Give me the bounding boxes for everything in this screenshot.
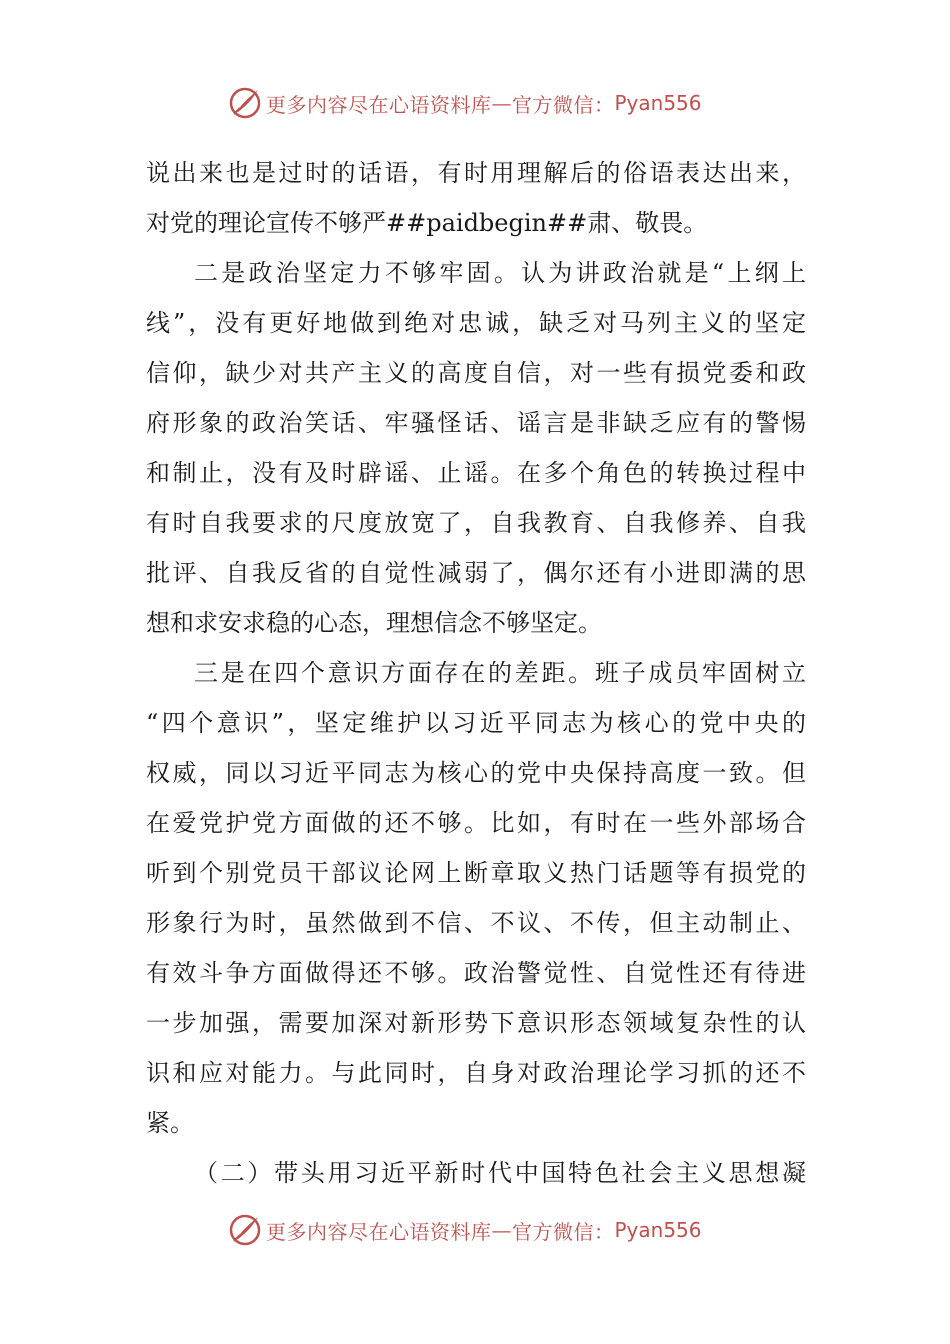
brand-text: 更多内容尽在心语资料库 bbox=[266, 1219, 492, 1244]
wechat-id: Pyan556 bbox=[614, 91, 702, 115]
wechat-label: 官方微信： bbox=[512, 92, 615, 117]
text-line: 对党的理论宣传不够严##paidbegin##肃、敬畏。 bbox=[146, 209, 708, 237]
text-line: 批评、自我反省的自觉性减弱了，偶尔还有小进即满的思 bbox=[146, 559, 806, 587]
document-body bbox=[146, 148, 806, 1198]
text-line: 和制止，没有及时辟谣、止谣。在多个角色的转换过程中 bbox=[146, 459, 806, 487]
header-watermark bbox=[228, 83, 702, 123]
quill-logo-icon bbox=[228, 86, 262, 120]
text-line: 想和求安求稳的心态，理想信念不够坚定。 bbox=[146, 609, 602, 637]
text-line: 线”，没有更好地做到绝对忠诚，缺乏对马列主义的坚定 bbox=[146, 309, 806, 337]
quill-logo-icon bbox=[228, 1213, 262, 1247]
text-line: 有效斗争方面做得还不够。政治警觉性、自觉性还有待进 bbox=[146, 959, 806, 987]
paragraph-start: 三是在四个意识方面存在的差距。班子成员牢固树立 bbox=[194, 659, 806, 687]
wechat-id: Pyan556 bbox=[614, 1218, 702, 1242]
wechat-label: 官方微信： bbox=[512, 1219, 615, 1244]
text-line: 一步加强，需要加深对新形势下意识形态领域复杂性的认 bbox=[146, 1009, 806, 1037]
text-line: 紧。 bbox=[146, 1109, 194, 1137]
text-line: 有时自我要求的尺度放宽了，自我教育、自我修养、自我 bbox=[146, 509, 806, 537]
text-line: 府形象的政治笑话、牢骚怪话、谣言是非缺乏应有的警惕 bbox=[146, 409, 806, 437]
text-line: 权威，同以习近平同志为核心的党中央保持高度一致。但 bbox=[146, 759, 806, 787]
footer-watermark bbox=[228, 1210, 702, 1250]
text-line: 在爱党护党方面做的还不够。比如，有时在一些外部场合 bbox=[146, 809, 806, 837]
text-line: 听到个别党员干部议论网上断章取义热门话题等有损党的 bbox=[146, 859, 806, 887]
brand-dash: — bbox=[491, 1218, 512, 1242]
text-line: 形象行为时，虽然做到不信、不议、不传，但主动制止、 bbox=[146, 909, 806, 937]
section-heading: （二）带头用习近平新时代中国特色社会主义思想凝 bbox=[194, 1159, 806, 1187]
paragraph-start: 二是政治坚定力不够牢固。认为讲政治就是“上纲上 bbox=[194, 259, 806, 287]
text-line: 识和应对能力。与此同时，自身对政治理论学习抓的还不 bbox=[146, 1059, 806, 1087]
brand-dash: — bbox=[491, 91, 512, 115]
text-line: 信仰，缺少对共产主义的高度自信，对一些有损党委和政 bbox=[146, 359, 806, 387]
text-line: 说出来也是过时的话语，有时用理解后的俗语表达出来， bbox=[146, 159, 806, 187]
text-line: “四个意识”，坚定维护以习近平同志为核心的党中央的 bbox=[146, 709, 806, 737]
brand-text: 更多内容尽在心语资料库 bbox=[266, 92, 492, 117]
